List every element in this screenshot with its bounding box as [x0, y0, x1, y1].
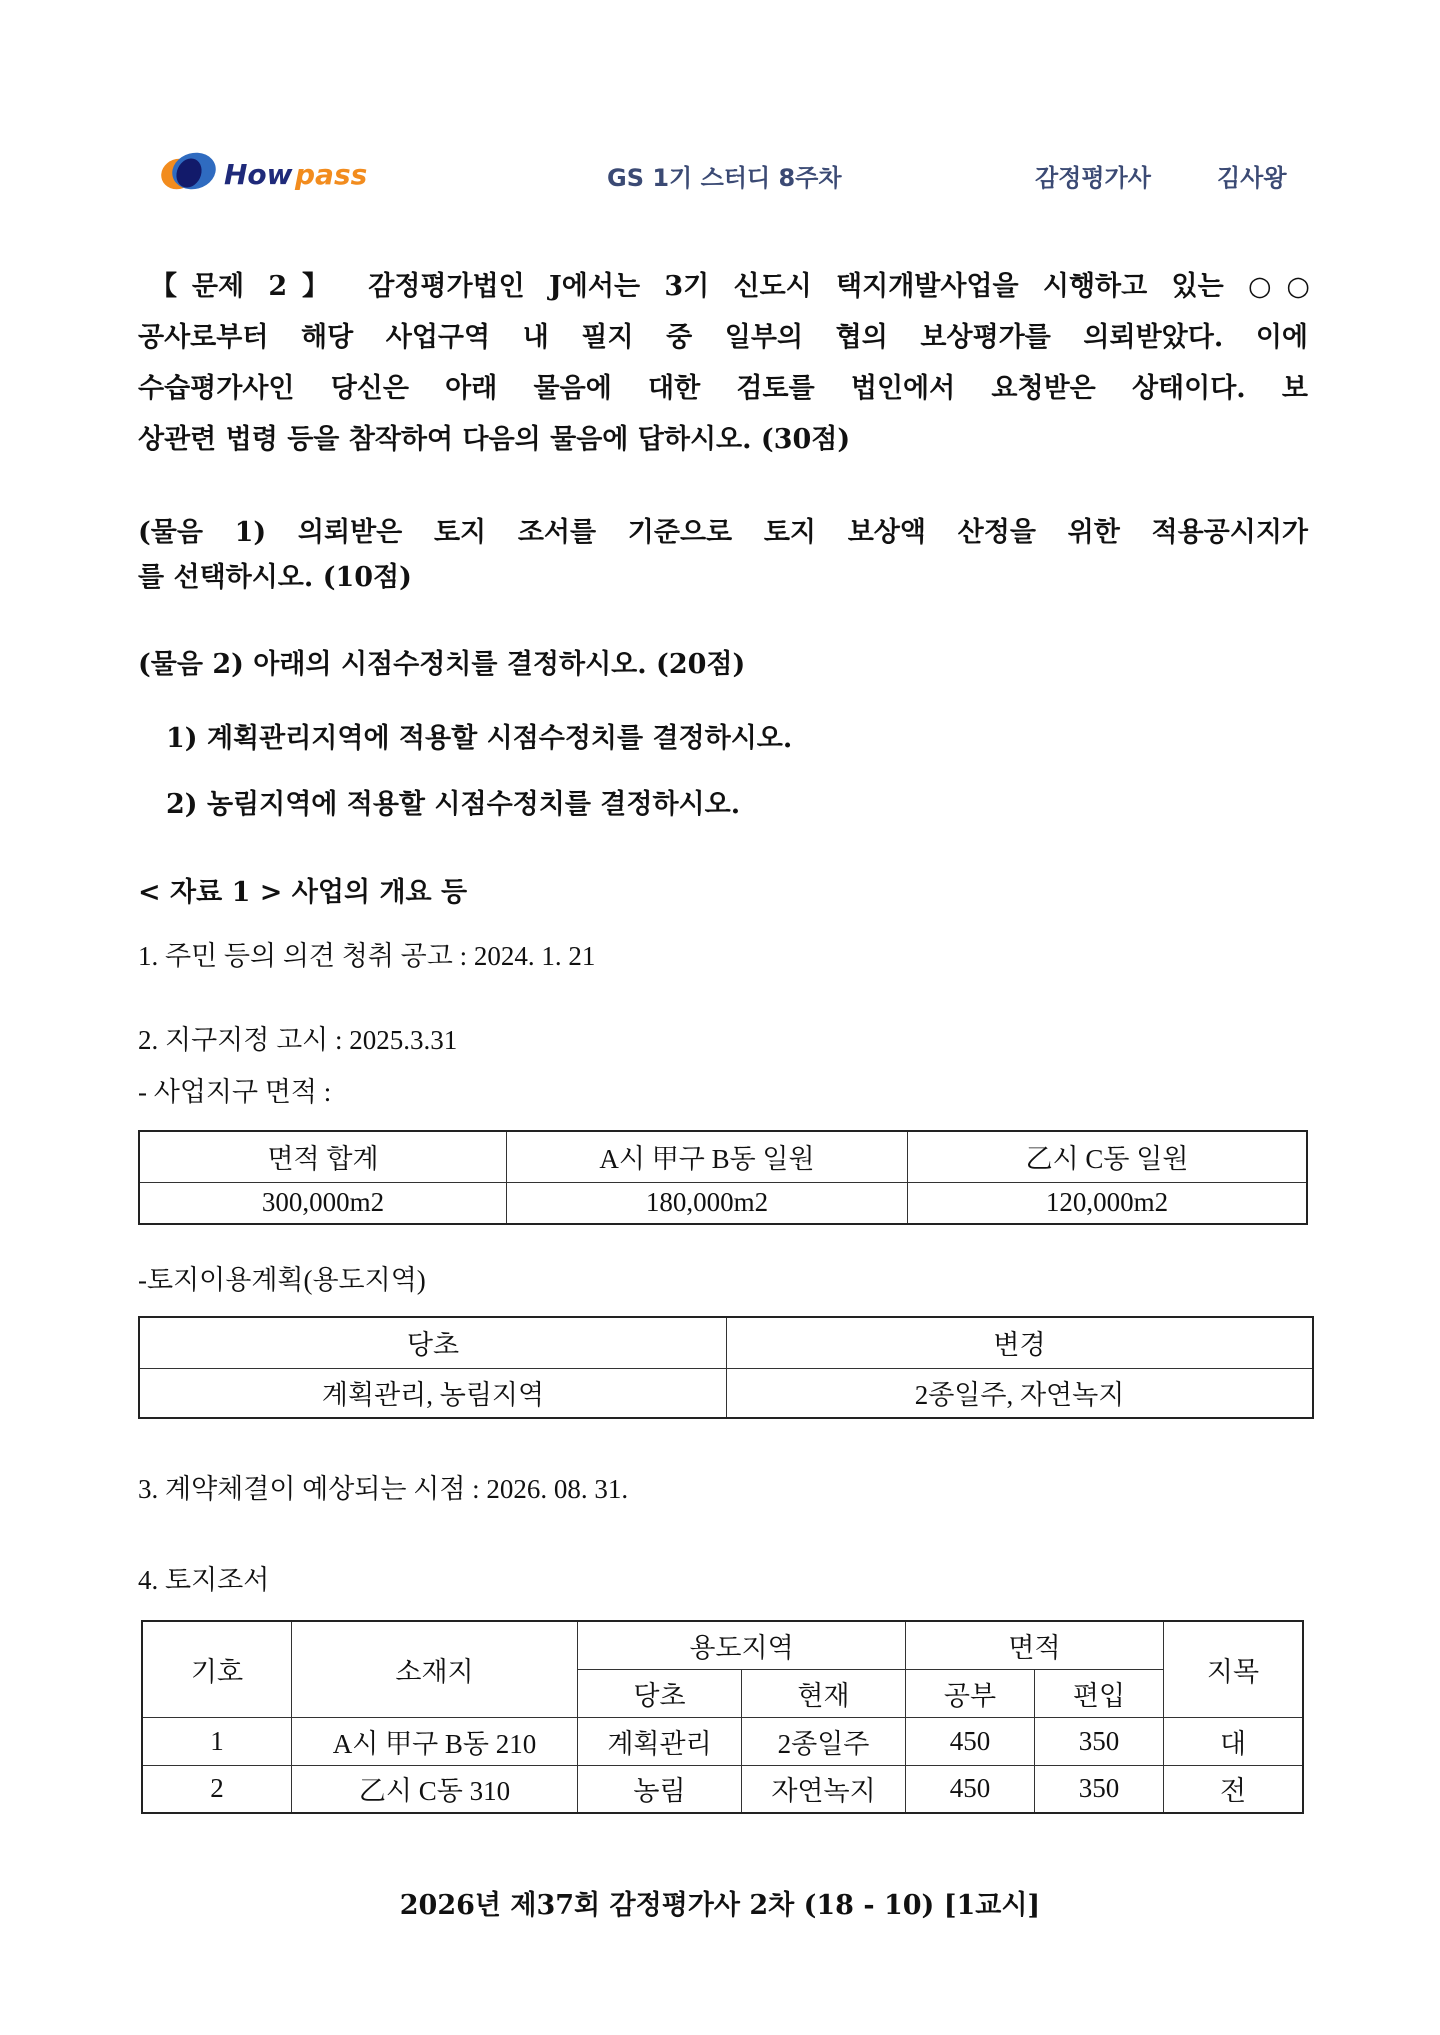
material1-item-1: 1. 주민 등의 의견 청취 공고 : 2024. 1. 21 [138, 941, 596, 971]
header-title: GS 1기 스터디 8주차 [607, 164, 842, 192]
land-table-header-category: 지목 [1164, 1621, 1304, 1717]
land-table-header-zone-now: 현재 [742, 1669, 906, 1717]
area-table-value: 180,000m2 [507, 1182, 908, 1224]
problem-line-2: 공사로부터 해당 사업구역 내 필지 중 일부의 협의 보상평가를 의뢰받았다. 이에 [138, 322, 1308, 353]
question1-line-1: (물음 1) 의뢰받은 토지 조서를 기준으로 토지 보상액 산정을 위한 적용공시지가 [138, 517, 1308, 548]
land-table-cell-location: 乙시 C동 310 [292, 1765, 578, 1813]
land-table-cell-area-public: 450 [906, 1717, 1035, 1765]
problem-line-4: 상관련 법령 등을 참작하여 다음의 물음에 답하시오. (30점) [138, 424, 851, 455]
land-table-row [142, 1765, 1303, 1813]
area-table-header-row [139, 1131, 1307, 1182]
logo-how-text: How [224, 158, 293, 191]
land-table-cell-category: 대 [1164, 1717, 1304, 1765]
landuse-table-value-row [139, 1368, 1313, 1418]
land-table-header-area-public: 공부 [906, 1669, 1035, 1717]
landuse-label: -토지이용계획(용도지역) [138, 1265, 426, 1295]
landuse-table-header: 당초 [139, 1317, 727, 1368]
howpass-logo-mark-icon [158, 150, 408, 196]
land-table-cell-area-incl: 350 [1035, 1717, 1164, 1765]
material1-heading: < 자료 1 > 사업의 개요 등 [138, 877, 468, 908]
land-table-cell-zone-now: 2종일주 [742, 1717, 906, 1765]
question2-sub-1: 1) 계획관리지역에 적용할 시점수정치를 결정하시오. [166, 723, 793, 754]
area-table-value-row [139, 1182, 1307, 1224]
land-table-cell-category: 전 [1164, 1765, 1304, 1813]
land-table-cell-location: A시 甲구 B동 210 [292, 1717, 578, 1765]
land-table-cell-area-public: 450 [906, 1765, 1035, 1813]
land-table-header-zone-orig: 당초 [578, 1669, 742, 1717]
land-table-cell-zone-orig: 농림 [578, 1765, 742, 1813]
problem-line-1: 【문제 2】 감정평가법인 J에서는 3기 신도시 택지개발사업을 시행하고 있는 ○○ [150, 271, 1310, 302]
area-table-value: 120,000m2 [908, 1182, 1308, 1224]
land-register-table [141, 1620, 1304, 1814]
area-label: - 사업지구 면적 : [138, 1077, 332, 1107]
land-table-row [142, 1717, 1303, 1765]
problem-line-3: 수습평가사인 당신은 아래 물음에 대한 검토를 법인에서 요청받은 상태이다. 보 [138, 373, 1308, 404]
land-table-header-area: 면적 [906, 1621, 1164, 1669]
area-table-value: 300,000m2 [139, 1182, 507, 1224]
area-table-header: 乙시 C동 일원 [908, 1131, 1308, 1182]
question2-sub-2: 2) 농림지역에 적용할 시점수정치를 결정하시오. [166, 789, 741, 820]
land-table-header-zone: 용도지역 [578, 1621, 906, 1669]
area-table-header: A시 甲구 B동 일원 [507, 1131, 908, 1182]
landuse-table-value: 계획관리, 농림지역 [139, 1368, 727, 1418]
landuse-table-value: 2종일주, 자연녹지 [727, 1368, 1314, 1418]
header-role: 감정평가사 [1035, 164, 1151, 192]
material1-item-3: 3. 계약체결이 예상되는 시점 : 2026. 08. 31. [138, 1474, 629, 1504]
area-table-header: 면적 합계 [139, 1131, 507, 1182]
area-table [138, 1130, 1308, 1225]
land-table-cell-zone-orig: 계획관리 [578, 1717, 742, 1765]
page-footer: 2026년 제37회 감정평가사 2차 (18 - 10) [1교시] [399, 1890, 1041, 1921]
land-table-header-no: 기호 [142, 1621, 292, 1717]
land-table-cell-zone-now: 자연녹지 [742, 1765, 906, 1813]
question2-line: (물음 2) 아래의 시점수정치를 결정하시오. (20점) [138, 649, 746, 680]
land-table-cell-no: 2 [142, 1765, 292, 1813]
landuse-table [138, 1316, 1314, 1419]
header-author-name: 김사왕 [1217, 164, 1287, 192]
logo-pass-text: pass [295, 158, 368, 191]
question1-line-2: 를 선택하시오. (10점) [138, 562, 412, 593]
material1-item-2: 2. 지구지정 고시 : 2025.3.31 [138, 1025, 458, 1055]
land-table-header-row-1 [142, 1621, 1303, 1669]
material1-item-4: 4. 토지조서 [138, 1565, 270, 1595]
land-table-header-area-incl: 편입 [1035, 1669, 1164, 1717]
howpass-logo [158, 150, 408, 196]
landuse-table-header-row [139, 1317, 1313, 1368]
land-table-header-location: 소재지 [292, 1621, 578, 1717]
land-table-cell-area-incl: 350 [1035, 1765, 1164, 1813]
landuse-table-header: 변경 [727, 1317, 1314, 1368]
land-table-cell-no: 1 [142, 1717, 292, 1765]
